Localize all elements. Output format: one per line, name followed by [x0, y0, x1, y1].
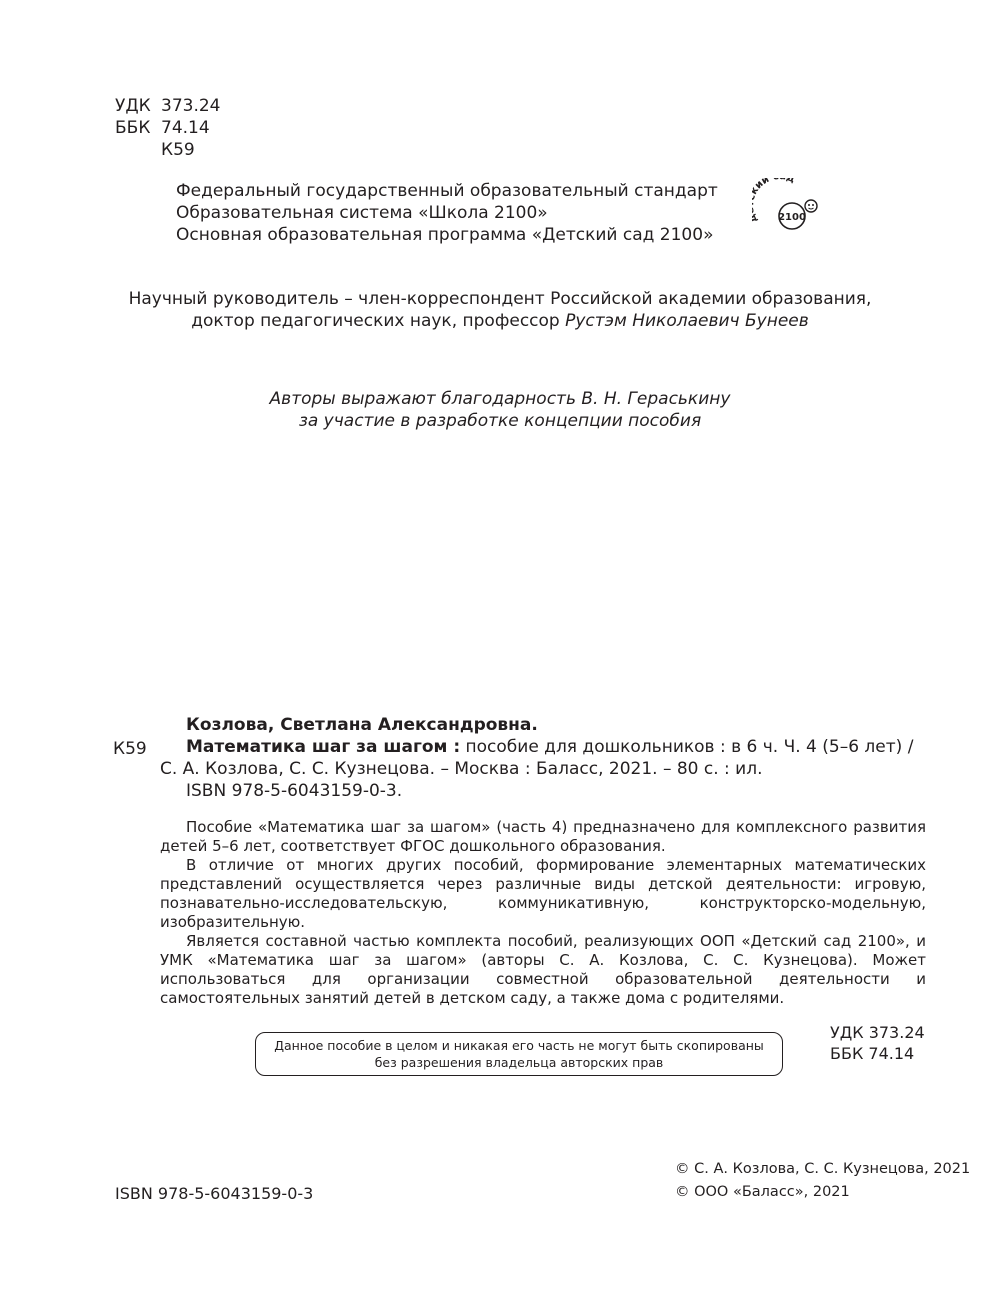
- udk-right: УДК 373.24: [830, 1023, 925, 1042]
- logo-graphic: [752, 178, 822, 240]
- udk-row: [115, 95, 220, 117]
- copyright-publisher: © ООО «Баласс», 2021: [675, 1184, 850, 1200]
- supervisor-line-2: [0, 310, 1000, 332]
- biblio-isbn: ISBN 978-5-6043159-0-3.: [186, 781, 403, 801]
- notice-line: Данное пособие в целом и никакая его часть не могут быть скопированы: [274, 1038, 764, 1053]
- notice-line: без разрешения владельца авторских прав: [374, 1055, 664, 1070]
- biblio-author: Козлова, Светлана Александровна.: [186, 715, 538, 735]
- isbn-bottom: ISBN 978-5-6043159-0-3: [115, 1184, 314, 1203]
- biblio-title-line: [186, 736, 913, 758]
- biblio-author-mark: К59: [113, 739, 147, 759]
- supervisor-line-1: Научный руководитель – член-корреспондент Российской академии образования,: [128, 289, 872, 309]
- annotation-paragraph: В отличие от многих других пособий, формирование элементарных математических представлений осуществляется через различные виды детской деятельности: игровую, познавательно-исследовательскую, коммуникативную, конструкторско-модельную, изобразительную.: [160, 856, 926, 931]
- standard-line: Федеральный государственный образовательный стандарт: [176, 181, 718, 201]
- standard-line: Образовательная система «Школа 2100»: [176, 203, 548, 223]
- bbk-label: ББК: [115, 118, 151, 138]
- annotation-paragraph: Является составной частью комплекта пособий, реализующих ООП «Детский сад 2100», и УМК «Математика шаг за шагом» (авторы С. А. Козлова, С. С. Кузнецова). Может использоваться для организации совместной образовательной деятельности и самостоятельных занятий детей в детском саду, а также дома с родителями.: [160, 932, 926, 1007]
- supervisor-title: доктор педагогических наук, профессор: [191, 311, 566, 331]
- udk-value: 373.24: [161, 96, 221, 116]
- logo-number: 2100: [778, 212, 806, 223]
- supervisor-name: Рустэм Николаевич Бунеев: [565, 311, 809, 331]
- classification-codes: [115, 95, 220, 161]
- biblio-title: Математика шаг за шагом :: [186, 737, 461, 757]
- copyright-notice-box: [255, 1032, 783, 1076]
- bbk-value: 74.14: [161, 118, 210, 138]
- thanks-line-2: за участие в разработке концепции пособия: [298, 411, 702, 431]
- standard-line: Основная образовательная программа «Детский сад 2100»: [176, 225, 714, 245]
- logo-arc-text: ий д: [753, 178, 797, 192]
- author-mark: К59: [161, 140, 195, 160]
- author-mark-row: [115, 139, 220, 161]
- annotation: [160, 818, 926, 1008]
- biblio-title-rest: пособие для дошкольников : в 6 ч. Ч. 4 (5–6 лет) /: [460, 737, 914, 757]
- bibliographic-record: [160, 714, 914, 802]
- annotation-paragraph: Пособие «Математика шаг за шагом» (часть 4) предназначено для комплексного развития детей 5–6 лет, соответствует ФГОС дошкольного образования.: [160, 818, 926, 855]
- bbk-right: ББК 74.14: [830, 1044, 915, 1063]
- kindergarten-2100-logo: [752, 178, 822, 240]
- bbk-row: [115, 117, 220, 139]
- udk-label: УДК: [115, 96, 151, 116]
- copyrights: [675, 1158, 970, 1204]
- copyright-authors: © С. А. Козлова, С. С. Кузнецова, 2021: [675, 1161, 971, 1177]
- biblio-publication-line: С. А. Козлова, С. С. Кузнецова. – Москва : Баласс, 2021. – 80 с. : ил.: [160, 759, 763, 779]
- thanks-line-1: Авторы выражают благодарность В. Н. Гераськину: [269, 389, 731, 409]
- standards-block: [176, 180, 718, 246]
- codes-right: [830, 1022, 925, 1064]
